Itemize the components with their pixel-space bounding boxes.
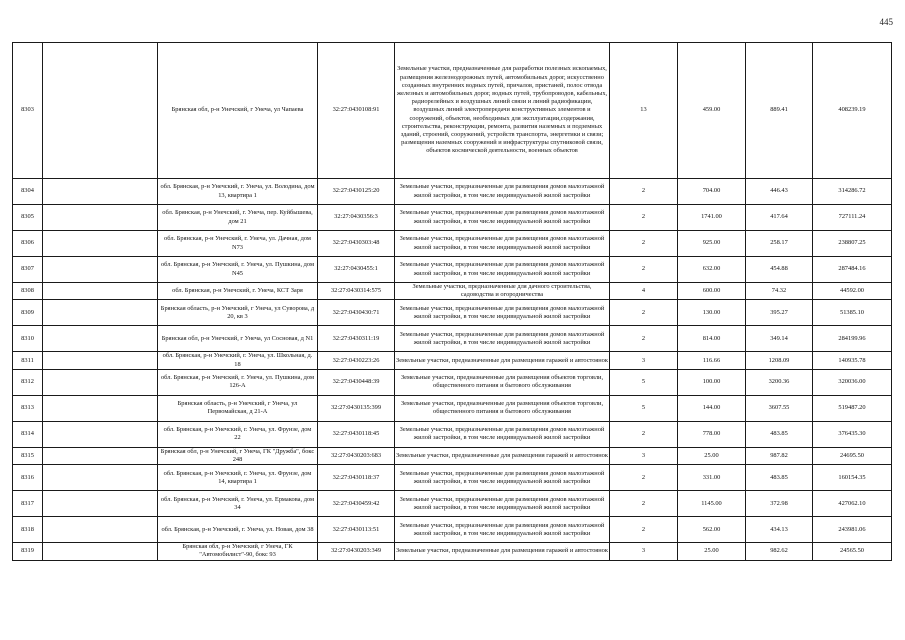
empty-cell (43, 369, 158, 395)
unit-value-cell: 987.82 (746, 447, 813, 464)
use-group-code-cell: 5 (610, 395, 678, 421)
empty-cell (43, 231, 158, 257)
land-use-purpose-cell: Земельные участки, предназначенные для размещения объектов торговли, общественного питания и бытового обслуживания (395, 369, 610, 395)
empty-cell (43, 43, 158, 179)
table-row (13, 43, 892, 179)
use-group-code-cell: 2 (610, 491, 678, 517)
table-row (13, 491, 892, 517)
empty-cell (43, 283, 158, 300)
cadastral-value-cell: 284199.96 (813, 326, 892, 352)
cadastral-value-cell: 51385.10 (813, 300, 892, 326)
area-cell: 459.00 (678, 43, 746, 179)
land-use-purpose-cell: Земельные участки, предназначенные для размещения гаражей и автостоянок (395, 447, 610, 464)
cadastral-number-cell: 32:27:0430223:26 (318, 352, 395, 369)
unit-value-cell: 258.17 (746, 231, 813, 257)
cadastral-value-cell: 408239.19 (813, 43, 892, 179)
row-number-cell: 8313 (13, 395, 43, 421)
use-group-code-cell: 2 (610, 517, 678, 543)
row-number-cell: 8304 (13, 179, 43, 205)
cadastral-value-cell: 314286.72 (813, 179, 892, 205)
area-cell: 814.00 (678, 326, 746, 352)
row-number-cell: 8303 (13, 43, 43, 179)
cadastral-number-cell: 32:27:0430356:3 (318, 205, 395, 231)
cadastral-number-cell: 32:27:0430203:683 (318, 447, 395, 464)
unit-value-cell: 483.85 (746, 421, 813, 447)
cadastral-number-cell: 32:27:0430118:45 (318, 421, 395, 447)
cadastral-number-cell: 32:27:0430108:91 (318, 43, 395, 179)
row-number-cell: 8306 (13, 231, 43, 257)
table-row (13, 179, 892, 205)
use-group-code-cell: 2 (610, 205, 678, 231)
land-use-purpose-cell: Земельные участки, предназначенные для размещения домов малоэтажной жилой застройки, в том числе индивидуальной жилой застройки (395, 517, 610, 543)
use-group-code-cell: 2 (610, 465, 678, 491)
land-use-purpose-cell: Земельные участки, предназначенные для размещения гаражей и автостоянок (395, 352, 610, 369)
table-row (13, 352, 892, 369)
address-cell: Брянская область, р-н Унечский, г Унеча, ул Первомайская, д 21-А (158, 395, 318, 421)
land-use-purpose-cell: Земельные участки, предназначенные для размещения домов малоэтажной жилой застройки, в том числе индивидуальной жилой застройки (395, 421, 610, 447)
land-use-purpose-cell: Земельные участки, предназначенные для размещения объектов торговли, общественного питания и бытового обслуживания (395, 395, 610, 421)
unit-value-cell: 417.64 (746, 205, 813, 231)
empty-cell (43, 300, 158, 326)
cadastral-number-cell: 32:27:0430135:399 (318, 395, 395, 421)
cadastral-value-cell: 376435.30 (813, 421, 892, 447)
use-group-code-cell: 2 (610, 326, 678, 352)
area-cell: 778.00 (678, 421, 746, 447)
cadastral-number-cell: 32:27:0430118:37 (318, 465, 395, 491)
row-number-cell: 8309 (13, 300, 43, 326)
cadastral-number-cell: 32:27:0430430:71 (318, 300, 395, 326)
unit-value-cell: 349.14 (746, 326, 813, 352)
address-cell: обл. Брянская, р-н Унечский, г. Унеча, КСТ Заря (158, 283, 318, 300)
table-row (13, 300, 892, 326)
address-cell: обл. Брянская, р-н Унечский, г. Унеча, ул. Пушкина, дом 126-А (158, 369, 318, 395)
unit-value-cell: 3200.36 (746, 369, 813, 395)
use-group-code-cell: 3 (610, 352, 678, 369)
use-group-code-cell: 13 (610, 43, 678, 179)
table-row (13, 447, 892, 464)
empty-cell (43, 395, 158, 421)
unit-value-cell: 372.98 (746, 491, 813, 517)
unit-value-cell: 483.85 (746, 465, 813, 491)
row-number-cell: 8318 (13, 517, 43, 543)
row-number-cell: 8317 (13, 491, 43, 517)
table-row (13, 205, 892, 231)
address-cell: Брянская обл, р-н Унечский, г Унеча, ул Сосновая, д N1 (158, 326, 318, 352)
area-cell: 1741.00 (678, 205, 746, 231)
land-use-purpose-cell: Земельные участки, предназначенные для размещения домов малоэтажной жилой застройки, в том числе индивидуальной жилой застройки (395, 179, 610, 205)
table-row (13, 421, 892, 447)
cadastral-value-cell: 140935.78 (813, 352, 892, 369)
cadastral-value-cell: 427062.10 (813, 491, 892, 517)
area-cell: 25.00 (678, 543, 746, 560)
land-use-purpose-cell: Земельные участки, предназначенные для дачного строительства, садоводства и огородничества (395, 283, 610, 300)
address-cell: Брянская обл, р-н Унечский, г Унеча, ГК "Автомобилист"-90, бокс 93 (158, 543, 318, 560)
table-row (13, 369, 892, 395)
empty-cell (43, 179, 158, 205)
address-cell: обл. Брянская, р-н Унечский, г. Унеча, ул. Дачная, дом N73 (158, 231, 318, 257)
cadastral-number-cell: 32:27:0430125:20 (318, 179, 395, 205)
cadastral-value-cell: 44592.00 (813, 283, 892, 300)
page-number: 445 (879, 17, 893, 27)
area-cell: 704.00 (678, 179, 746, 205)
cadastral-number-cell: 32:27:0430455:1 (318, 257, 395, 283)
area-cell: 25.00 (678, 447, 746, 464)
use-group-code-cell: 3 (610, 543, 678, 560)
area-cell: 144.00 (678, 395, 746, 421)
empty-cell (43, 447, 158, 464)
row-number-cell: 8319 (13, 543, 43, 560)
unit-value-cell: 395.27 (746, 300, 813, 326)
cadastral-number-cell: 32:27:0430311:19 (318, 326, 395, 352)
unit-value-cell: 446.43 (746, 179, 813, 205)
land-use-purpose-cell: Земельные участки, предназначенные для размещения домов малоэтажной жилой застройки, в том числе индивидуальной жилой застройки (395, 326, 610, 352)
land-use-purpose-cell: Земельные участки, предназначенные для разработки полезных ископаемых, размещения железнодорожных путей, автомобильных дорог, искусственно созданных внутренних водных путей, причалов, пристаней, полос отвода железных и автомобильных дорог, водных путей, трубопроводов, кабельных, радиорелейных и воздушных линий связи и линий радиофикации, воздушных линий электропередачи конструктивных элементов и сооружений, объектов, необходимых для эксплуатации,содержания, строительства, реконструкции, ремонта, развития наземных и подземных зданий, строений, сооружений, устройств транспорта, энергетики и связи; размещения наземных сооружений и инфраструктуры спутниковой связи, объектов космической деятельности, военных объектов (395, 43, 610, 179)
row-number-cell: 8315 (13, 447, 43, 464)
cadastral-value-cell: 519487.20 (813, 395, 892, 421)
area-cell: 562.00 (678, 517, 746, 543)
area-cell: 100.00 (678, 369, 746, 395)
address-cell: обл. Брянская, р-н Унечский, г. Унеча, ул. Володина, дом 13, квартира 1 (158, 179, 318, 205)
area-cell: 1145.00 (678, 491, 746, 517)
row-number-cell: 8307 (13, 257, 43, 283)
area-cell: 925.00 (678, 231, 746, 257)
use-group-code-cell: 2 (610, 257, 678, 283)
area-cell: 600.00 (678, 283, 746, 300)
cadastral-value-cell: 24565.50 (813, 543, 892, 560)
row-number-cell: 8312 (13, 369, 43, 395)
cadastral-number-cell: 32:27:0430203:349 (318, 543, 395, 560)
empty-cell (43, 421, 158, 447)
table-body (13, 43, 892, 561)
address-cell: обл. Брянская, р-н Унечский, г. Унеча, ул. Школьная, д. 18 (158, 352, 318, 369)
unit-value-cell: 3607.55 (746, 395, 813, 421)
land-use-purpose-cell: Земельные участки, предназначенные для размещения домов малоэтажной жилой застройки, в том числе индивидуальной жилой застройки (395, 231, 610, 257)
unit-value-cell: 889.41 (746, 43, 813, 179)
table-row (13, 517, 892, 543)
address-cell: Брянская обл, р-н Унечский, г Унеча, ул Чапаева (158, 43, 318, 179)
use-group-code-cell: 2 (610, 179, 678, 205)
row-number-cell: 8310 (13, 326, 43, 352)
unit-value-cell: 982.62 (746, 543, 813, 560)
table-row (13, 543, 892, 560)
table-row (13, 283, 892, 300)
unit-value-cell: 1208.09 (746, 352, 813, 369)
use-group-code-cell: 4 (610, 283, 678, 300)
row-number-cell: 8316 (13, 465, 43, 491)
empty-cell (43, 257, 158, 283)
land-use-purpose-cell: Земельные участки, предназначенные для размещения домов малоэтажной жилой застройки, в том числе индивидуальной жилой застройки (395, 300, 610, 326)
table-row (13, 231, 892, 257)
row-number-cell: 8311 (13, 352, 43, 369)
land-use-purpose-cell: Земельные участки, предназначенные для размещения домов малоэтажной жилой застройки, в том числе индивидуальной жилой застройки (395, 257, 610, 283)
unit-value-cell: 74.32 (746, 283, 813, 300)
address-cell: обл. Брянская, р-н Унечский, г. Унеча, пер. Куйбышева, дом 21 (158, 205, 318, 231)
cadastral-value-cell: 287484.16 (813, 257, 892, 283)
unit-value-cell: 454.88 (746, 257, 813, 283)
address-cell: обл. Брянская, р-н Унечский, г. Унеча, ул. Пушкина, дом N45 (158, 257, 318, 283)
area-cell: 331.00 (678, 465, 746, 491)
land-use-purpose-cell: Земельные участки, предназначенные для размещения гаражей и автостоянок (395, 543, 610, 560)
cadastral-value-cell: 243981.06 (813, 517, 892, 543)
use-group-code-cell: 2 (610, 231, 678, 257)
address-cell: обл. Брянская, р-н Унечский, г. Унеча, ул. Новая, дом 38 (158, 517, 318, 543)
row-number-cell: 8308 (13, 283, 43, 300)
use-group-code-cell: 3 (610, 447, 678, 464)
cadastral-number-cell: 32:27:0430314:575 (318, 283, 395, 300)
cadastral-value-cell: 727111.24 (813, 205, 892, 231)
area-cell: 130.00 (678, 300, 746, 326)
cadastral-number-cell: 32:27:0430113:51 (318, 517, 395, 543)
address-cell: обл. Брянская, р-н Унечский, г. Унеча, ул. Фрунзе, дом 14, квартира 1 (158, 465, 318, 491)
empty-cell (43, 205, 158, 231)
table-row (13, 326, 892, 352)
use-group-code-cell: 2 (610, 421, 678, 447)
cadastral-value-cell: 160154.35 (813, 465, 892, 491)
table-row (13, 465, 892, 491)
land-use-purpose-cell: Земельные участки, предназначенные для размещения домов малоэтажной жилой застройки, в том числе индивидуальной жилой застройки (395, 205, 610, 231)
address-cell: Брянская обл, р-н Унечский, г Унеча, ГК "Дружба", бокс 248 (158, 447, 318, 464)
table-row (13, 395, 892, 421)
cadastral-value-cell: 238807.25 (813, 231, 892, 257)
area-cell: 632.00 (678, 257, 746, 283)
land-use-purpose-cell: Земельные участки, предназначенные для размещения домов малоэтажной жилой застройки, в том числе индивидуальной жилой застройки (395, 491, 610, 517)
cadastral-number-cell: 32:27:0430303:48 (318, 231, 395, 257)
land-use-purpose-cell: Земельные участки, предназначенные для размещения домов малоэтажной жилой застройки, в том числе индивидуальной жилой застройки (395, 465, 610, 491)
empty-cell (43, 465, 158, 491)
address-cell: Брянская область, р-н Унечский, г Унеча, ул Суворова, д 20, кв 3 (158, 300, 318, 326)
empty-cell (43, 517, 158, 543)
cadastral-number-cell: 32:27:0430448:39 (318, 369, 395, 395)
use-group-code-cell: 5 (610, 369, 678, 395)
cadastral-number-cell: 32:27:0430459:42 (318, 491, 395, 517)
unit-value-cell: 434.13 (746, 517, 813, 543)
empty-cell (43, 491, 158, 517)
use-group-code-cell: 2 (610, 300, 678, 326)
row-number-cell: 8305 (13, 205, 43, 231)
address-cell: обл. Брянская, р-н Унечский, г. Унеча, ул. Фрунзе, дом 22 (158, 421, 318, 447)
table-row (13, 257, 892, 283)
cadastral-value-cell: 320036.00 (813, 369, 892, 395)
address-cell: обл. Брянская, р-н Унечский, г. Унеча, ул. Ермакова, дом 34 (158, 491, 318, 517)
cadastral-value-cell: 24695.50 (813, 447, 892, 464)
empty-cell (43, 352, 158, 369)
empty-cell (43, 326, 158, 352)
empty-cell (43, 543, 158, 560)
cadastral-value-table (12, 42, 892, 561)
area-cell: 116.66 (678, 352, 746, 369)
row-number-cell: 8314 (13, 421, 43, 447)
